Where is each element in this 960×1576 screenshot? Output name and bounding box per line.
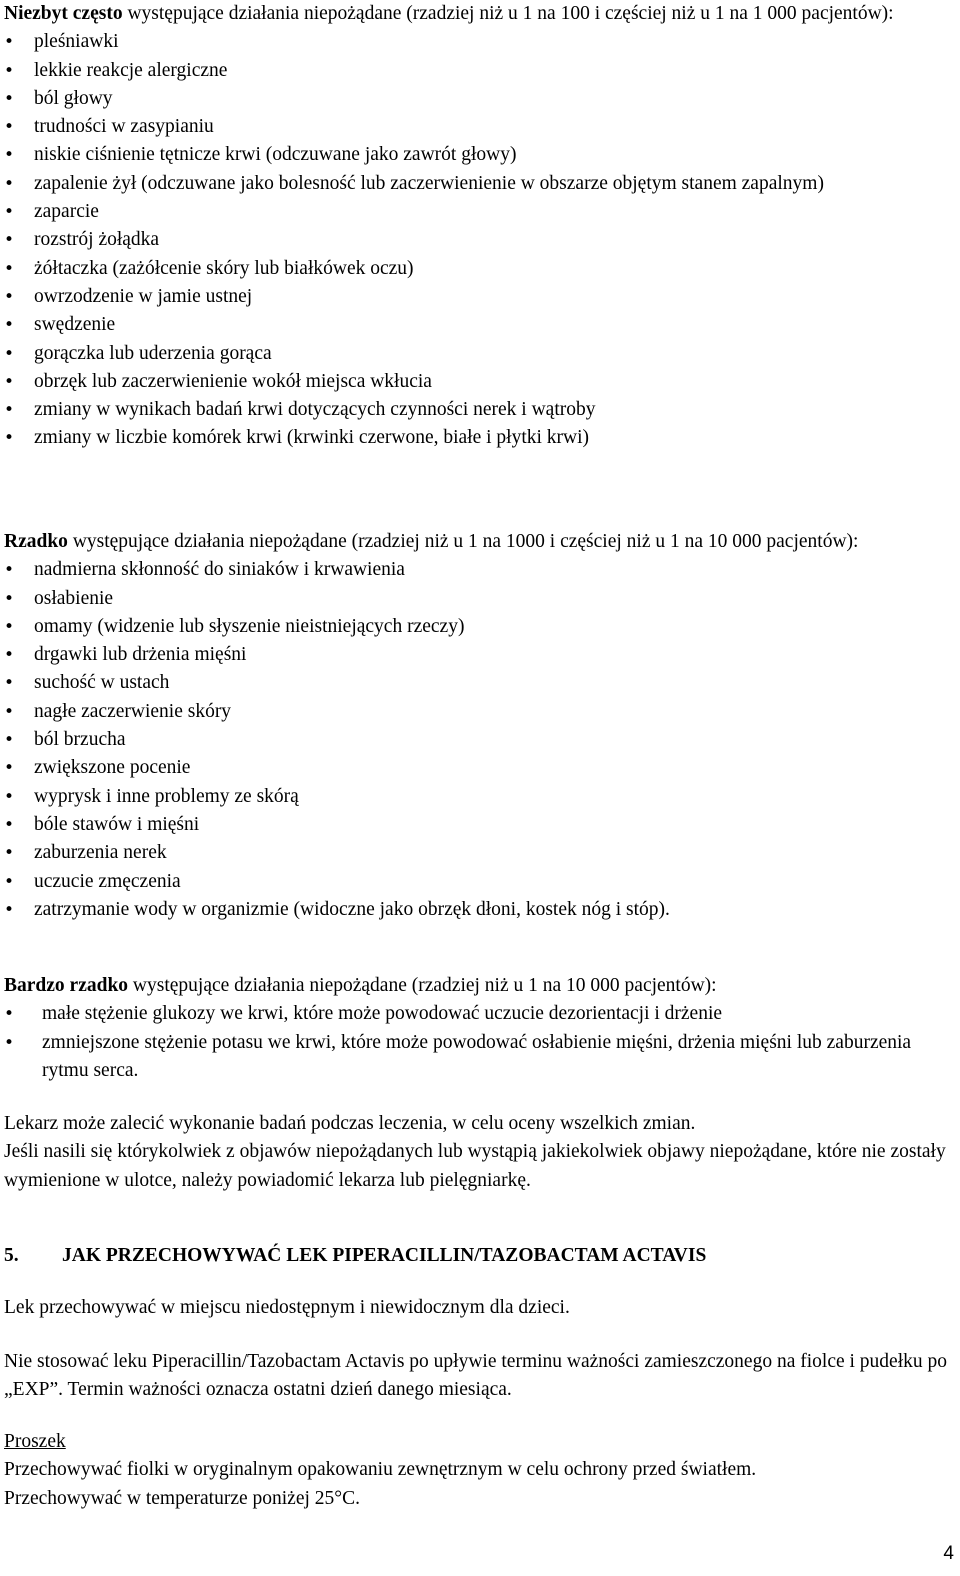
uncommon-label: Niezbyt często: [4, 3, 123, 24]
list-item: • swędzenie: [4, 311, 894, 339]
very-rare-side-effects-section: [4, 972, 949, 1085]
list-item: • niskie ciśnienie tętnicze krwi (odczuwane jako zawrót głowy): [4, 141, 894, 169]
list-item: • żółtaczka (zażółcenie skóry lub białkówek oczu): [4, 255, 894, 283]
list-item: • suchość w ustach: [4, 669, 858, 697]
powder-line-2: Przechowywać w temperaturze poniżej 25°C.: [4, 1487, 360, 1509]
page-number: 4: [943, 1542, 954, 1564]
uncommon-intro: [4, 0, 894, 28]
uncommon-side-effects-section: [4, 0, 894, 453]
rare-label: Rzadko: [4, 531, 68, 552]
list-item: • wyprysk i inne problemy ze skórą: [4, 783, 858, 811]
powder-storage: [4, 1428, 756, 1513]
powder-line-1: Przechowywać fiolki w oryginalnym opakowaniu zewnętrznym w celu ochrony przed światłem.: [4, 1459, 757, 1481]
doctor-advice: [4, 1110, 949, 1195]
list-item: • rozstrój żołądka: [4, 226, 894, 254]
list-item: • zmiany w wynikach badań krwi dotyczących czynności nerek i wątroby: [4, 396, 894, 424]
expiry-note: Nie stosować leku Piperacillin/Tazobactam Actavis po upływie terminu ważności zamieszczonego na fiolce i pudełku po „EXP”. Termin ważności oznacza ostatni dzień danego miesiąca.: [4, 1351, 947, 1401]
rare-list: [4, 556, 858, 924]
list-item: • drgawki lub drżenia mięśni: [4, 641, 858, 669]
very-rare-label: Bardzo rzadko: [4, 975, 129, 996]
list-item: • zwiększone pocenie: [4, 754, 858, 782]
section-5-heading: [4, 1242, 706, 1270]
list-item: • omamy (widzenie lub słyszenie nieistniejących rzeczy): [4, 613, 858, 641]
list-item: • zatrzymanie wody w organizmie (widoczne jako obrzęk dłoni, kostek nóg i stóp).: [4, 896, 858, 924]
section-number: 5.: [4, 1245, 19, 1266]
list-item: • trudności w zasypianiu: [4, 113, 894, 141]
list-item: • zmniejszone stężenie potasu we krwi, które może powodować osłabienie mięśni, drżenia mięśni lub zaburzenia rytmu serca.: [4, 1029, 949, 1086]
uncommon-list: [4, 28, 894, 452]
list-item: • ból głowy: [4, 85, 894, 113]
list-item: • osłabienie: [4, 585, 858, 613]
list-item: • zapalenie żył (odczuwane jako bolesność lub zaczerwienienie w obszarze objętym stanem zapalnym): [4, 170, 894, 198]
rare-intro-text: występujące działania niepożądane (rzadziej niż u 1 na 1000 i częściej niż u 1 na 10 000 pacjentów):: [67, 531, 859, 552]
list-item: • obrzęk lub zaczerwienienie wokół miejsca wkłucia: [4, 368, 894, 396]
powder-subheading: Proszek: [4, 1431, 66, 1452]
list-item: • małe stężenie glukozy we krwi, które może powodować uczucie dezorientacji i drżenie: [4, 1000, 949, 1028]
rare-side-effects-section: [4, 528, 858, 924]
list-item: • pleśniawki: [4, 28, 894, 56]
very-rare-intro: [4, 972, 949, 1000]
advice-line-2: Jeśli nasili się którykolwiek z objawów niepożądanych lub wystąpią jakiekolwiek objawy niepożądane, które nie zostały wymienione w ulotce, należy powiadomić lekarza lub pielęgniarkę.: [4, 1141, 946, 1191]
rare-intro: [4, 528, 858, 556]
very-rare-intro-text: występujące działania niepożądane (rzadziej niż u 1 na 10 000 pacjentów):: [128, 975, 717, 996]
keep-away-from-children: Lek przechowywać w miejscu niedostępnym i niewidocznym dla dzieci.: [4, 1297, 570, 1318]
list-item: • owrzodzenie w jamie ustnej: [4, 283, 894, 311]
list-item: • ból brzucha: [4, 726, 858, 754]
list-item: • zaburzenia nerek: [4, 839, 858, 867]
list-item: • nagłe zaczerwienie skóry: [4, 698, 858, 726]
list-item: • lekkie reakcje alergiczne: [4, 57, 894, 85]
list-item: • bóle stawów i mięśni: [4, 811, 858, 839]
section-title: JAK PRZECHOWYWAĆ LEK PIPERACILLIN/TAZOBACTAM ACTAVIS: [62, 1245, 707, 1266]
list-item: • zmiany w liczbie komórek krwi (krwinki czerwone, białe i płytki krwi): [4, 424, 894, 452]
list-item: • uczucie zmęczenia: [4, 868, 858, 896]
list-item: • zaparcie: [4, 198, 894, 226]
very-rare-list: [4, 1000, 949, 1085]
list-item: • nadmierna skłonność do siniaków i krwawienia: [4, 556, 858, 584]
advice-line-1: Lekarz może zalecić wykonanie badań podczas leczenia, w celu oceny wszelkich zmian.: [4, 1113, 696, 1134]
list-item: • gorączka lub uderzenia gorąca: [4, 340, 894, 368]
uncommon-intro-text: występujące działania niepożądane (rzadziej niż u 1 na 100 i częściej niż u 1 na 1 000 pacjentów):: [122, 3, 894, 24]
